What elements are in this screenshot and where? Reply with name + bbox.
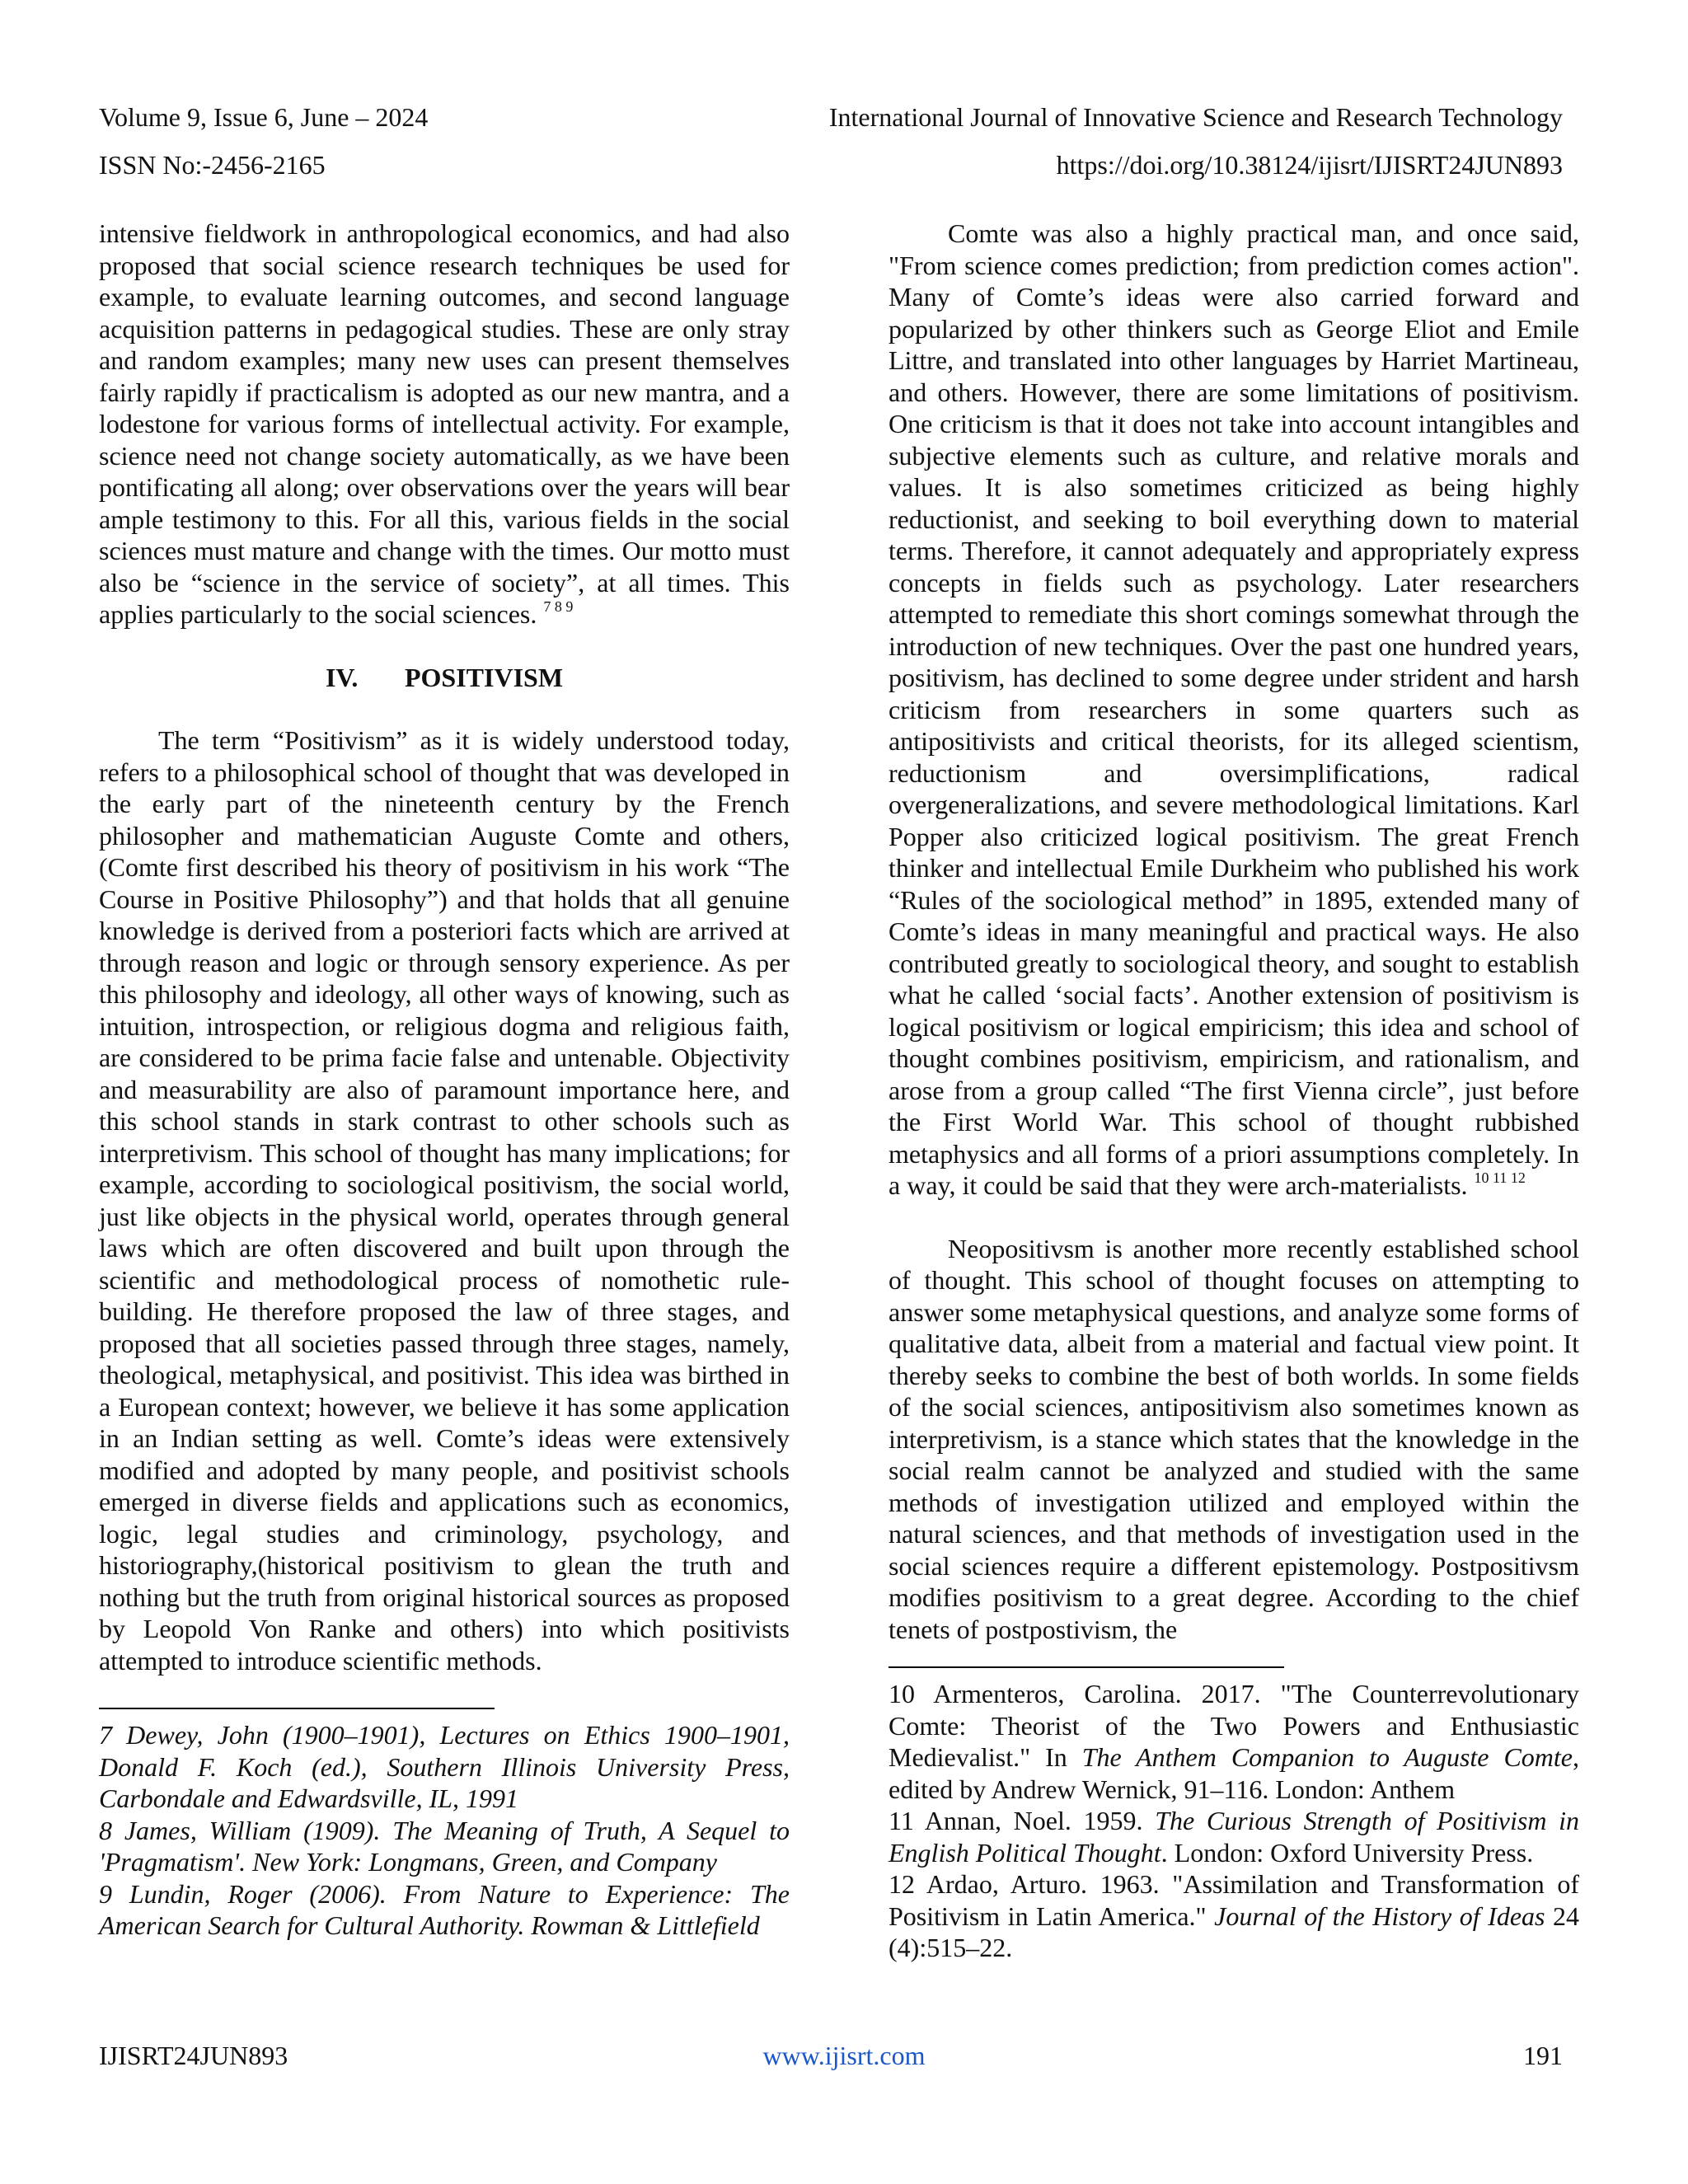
section-heading <box>99 662 790 694</box>
right-paragraph-2: Neopositivsm is another more recently established school of thought. This school of thought focuses on attempting to answer some metaphysical questions, and analyze some forms of qualitative data, albeit from a material and factual view point. It thereby seeks to combine the best of both worlds. In some fields of the social sciences, antipositivism also sometimes known as interpretivism, is a stance which states that the knowledge in the social realm cannot be analyzed and studied with the same methods of investigation utilized and employed within the natural sciences, and that methods of investigation used in the social sciences require a different epistemology. Postpositivsm modifies positivism to a great degree. According to the chief tenets of postpostivism, the <box>889 1233 1579 1644</box>
left-paragraph-1 <box>99 218 790 630</box>
footnote-12-text: 12 Ardao, Arturo. 1963. "Assimilation and Transformation of Positivism in Latin America." <box>889 1869 1579 1931</box>
footnote-12-tail: 24 (4):515–22. <box>889 1900 1580 1962</box>
footnote-11-title: The Curious Strength of Positivism in English Political Thought <box>889 1806 1580 1868</box>
footnote-11 <box>889 1805 1579 1868</box>
footnote-7: 7 Dewey, John (1900–1901), Lectures on Ethics 1900–1901, Donald F. Koch (ed.), Southern Illinois University Press, Carbondale and Edwardsville, IL, 1991 <box>99 1720 790 1813</box>
right-column <box>889 218 1579 1964</box>
footnote-9: 9 Lundin, Roger (2006). From Nature to Experience: The American Search for Cultural Authority. Rowman & Littlefield <box>99 1878 790 1940</box>
footnote-10-title: The Anthem Companion to Auguste Comte <box>1081 1742 1573 1772</box>
left-paragraph-1-text: intensive fieldwork in anthropological economics, and had also proposed that social science research techniques be used for example, to evaluate learning outcomes, and second language acquisition patterns in pedagogical studies. These are only stray and random examples; many new uses can present themselves fairly rapidly if practicalism is adopted as our new mantra, and a lodestone for various forms of intellectual activity. For example, science need not change society automatically, as we have been pontificating all along; over observations over the years will bear ample testimony to this. For all this, various fields in the social sciences must mature and change with the times. Our motto must also be “science in the service of society”, at all times. This applies particularly to the social sciences. <box>99 218 790 629</box>
left-column <box>99 218 790 1942</box>
footnote-11-tail: . London: Oxford University Press. <box>1160 1837 1534 1868</box>
footnote-12 <box>889 1868 1579 1964</box>
footer-page-number: 191 <box>1523 2041 1563 2070</box>
right-paragraph-1 <box>889 218 1579 1202</box>
section-number: IV. <box>325 662 359 692</box>
section-title: POSITIVISM <box>404 662 564 692</box>
left-paragraph-1-refs: 7 8 9 <box>543 598 574 615</box>
footnote-8: 8 James, William (1909). The Meaning of Truth, A Sequel to 'Pragmatism'. New York: Longmans, Green, and Company <box>99 1815 790 1877</box>
footnote-10 <box>889 1678 1579 1805</box>
header-journal: International Journal of Innovative Science and Research Technology <box>828 102 1563 132</box>
header-doi: https://doi.org/10.38124/ijisrt/IJISRT24JUN893 <box>1056 150 1563 180</box>
footer-website-link[interactable]: www.ijisrt.com <box>762 2041 926 2070</box>
right-paragraph-1-refs: 10 11 12 <box>1474 1169 1526 1186</box>
footnote-10-tail: , edited by Andrew Wernick, 91–116. London: Anthem <box>889 1742 1580 1804</box>
footnote-12-title: Journal of the History of Ideas <box>1214 1900 1545 1931</box>
footer-paper-id: IJISRT24JUN893 <box>99 2041 288 2070</box>
right-paragraph-1-text: Comte was also a highly practical man, and once said, "From science comes prediction; from prediction comes action". Many of Comte’s ideas were also carried forward and popularized by other thinkers such as George Eliot and Emile Littre, and translated into other languages by Harriet Martineau, and others. However, there are some limitations of positivism. One criticism is that it does not take into account intangibles and subjective elements such as culture, and relative morals and values. It is also sometimes criticized as being highly reductionist, and seeking to boil everything down to material terms. Therefore, it cannot adequately and appropriately express concepts in fields such as psychology. Later researchers attempted to remediate this short comings somewhat through the introduction of new techniques. Over the past one hundred years, positivism, has declined to some degree under strident and harsh criticism from researchers in some quarters such as antipositivists and critical theorists, for its alleged scientism, reductionism and oversimplifications, radical overgeneralizations, and severe methodological limitations. Karl Popper also criticized logical positivism. The great French thinker and intellectual Emile Durkheim who published his work “Rules of the sociological method” in 1895, extended many of Comte’s ideas in many meaningful and practical ways. He also contributed greatly to sociological theory, and sought to establish what he called ‘social facts’. Another extension of positivism is logical positivism or logical empiricism; this idea and school of thought combines positivism, empiricism, and rationalism, and arose from a group called “The first Vienna circle”, just before the First World War. This school of thought rubbished metaphysics and all forms of a priori assumptions completely. In a way, it could be said that they were arch-materialists. <box>889 218 1579 1200</box>
header-issn: ISSN No:-2456-2165 <box>99 150 326 180</box>
left-paragraph-2: The term “Positivism” as it is widely understood today, refers to a philosophical school of thought that was developed in the early part of the nineteenth century by the French philosopher and mathematician Auguste Comte and others, (Comte first described his theory of positivism in his work “The Course in Positive Philosophy”) and that holds that all genuine knowledge is derived from a posteriori facts which are arrived at through reason and logic or through sensory experience. As per this philosophy and ideology, all other ways of knowing, such as intuition, introspection, or religious dogma and religious faith, are considered to be prima facie false and untenable. Objectivity and measurability are also of paramount importance here, and this school stands in stark contrast to other schools such as interpretivism. This school of thought has many implications; for example, according to sociological positivism, the social world, just like objects in the physical world, operates through general laws which are often discovered and built upon through the scientific and methodological process of nomothetic rule-building. He therefore proposed the law of three stages, and proposed that all societies passed through three stages, namely, theological, metaphysical, and positivist. This idea was birthed in a European context; however, we believe it has some application in an Indian setting as well. Comte’s ideas were extensively modified and adopted by many people, and positivist schools emerged in diverse fields and applications such as economics, logic, legal studies and criminology, psychology, and historiography,(historical positivism to glean the truth and nothing but the truth from original historical sources as proposed by Leopold Von Ranke and others) into which positivists attempted to introduce scientific methods. <box>99 725 790 1675</box>
footnote-10-text: 10 Armenteros, Carolina. 2017. "The Counterrevolutionary Comte: Theorist of the Two Powers and Enthusiastic Medievalist." In <box>889 1679 1579 1772</box>
footnote-11-text: 11 Annan, Noel. 1959. <box>889 1806 1156 1835</box>
header-volume: Volume 9, Issue 6, June – 2024 <box>99 102 429 132</box>
